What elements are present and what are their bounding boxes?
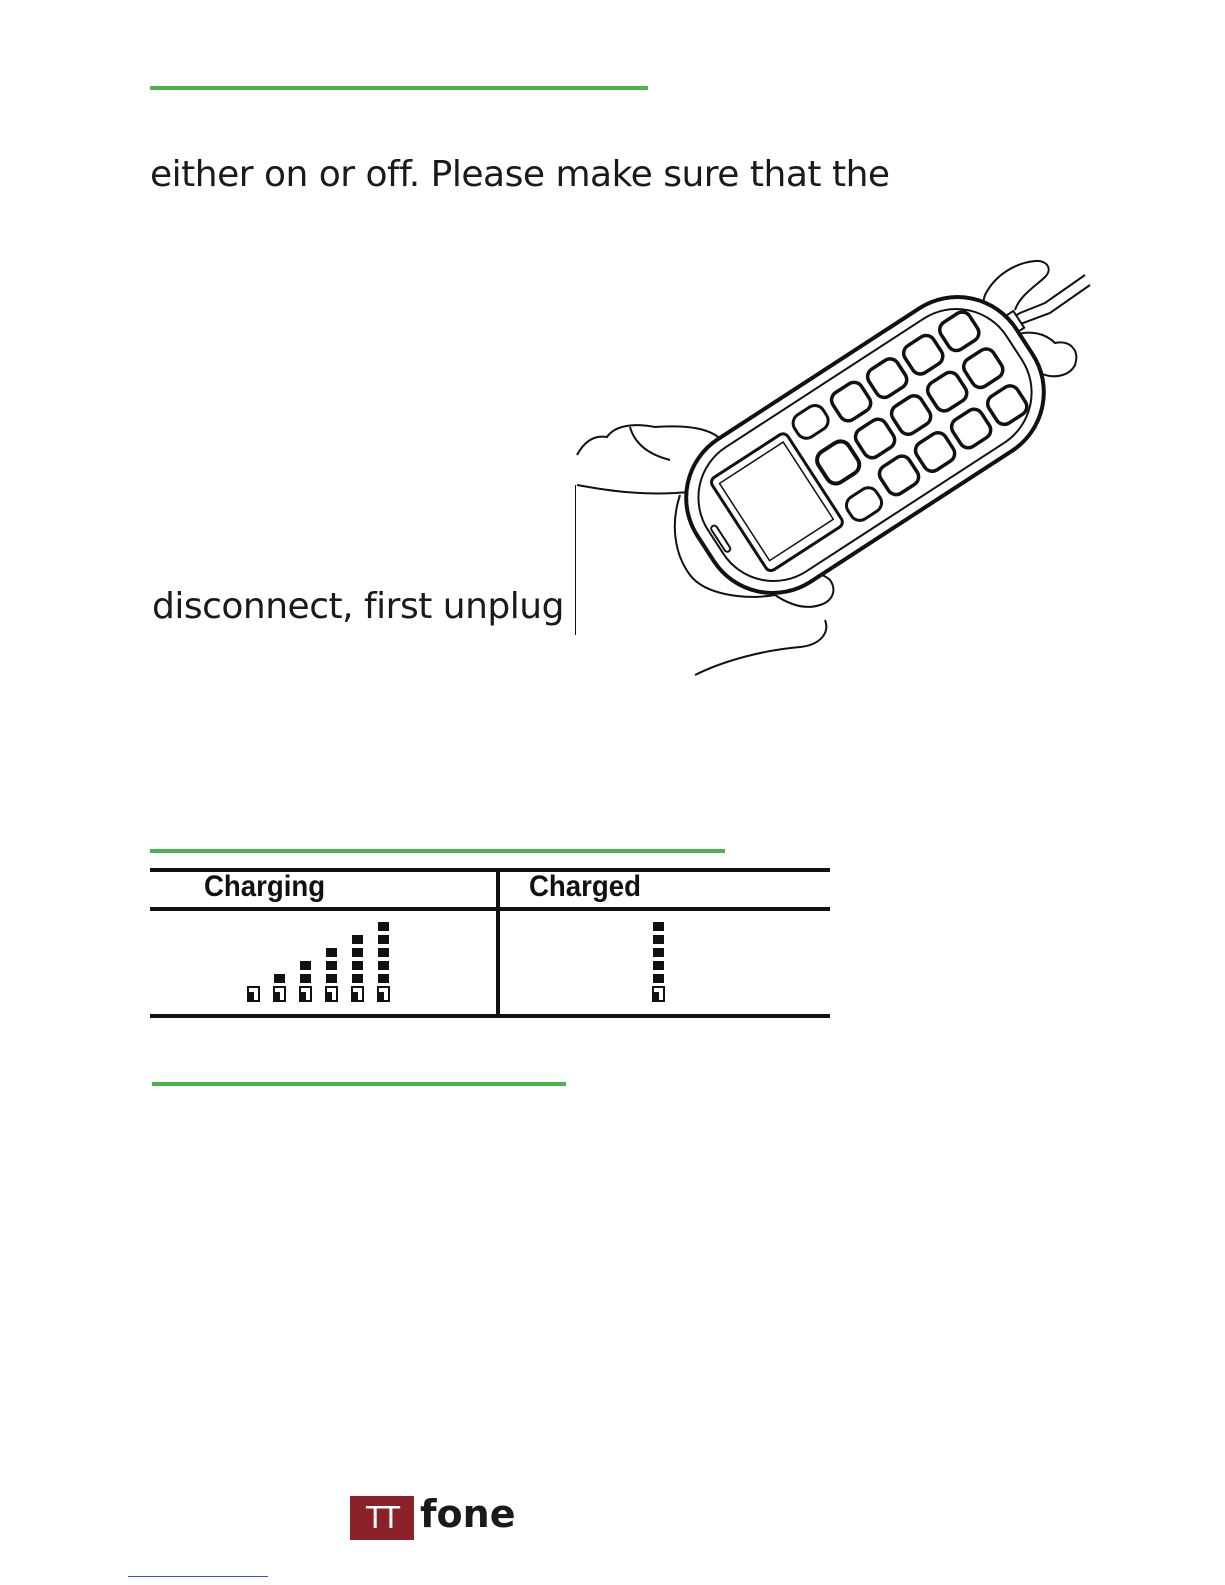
body-text-line-2: disconnect, first unplug: [152, 586, 564, 627]
battery-icon: [377, 986, 390, 1002]
battery-icon: [652, 986, 665, 1002]
battery-level-2: [299, 960, 312, 1002]
signal-segment: [653, 935, 664, 944]
signal-segment: [274, 974, 285, 983]
body-text-line-1: either on or off. Please make sure that the: [150, 154, 890, 195]
section-rule-3: [152, 1082, 566, 1086]
battery-icon: [325, 986, 338, 1002]
battery-icon: [273, 986, 286, 1002]
battery-level-full: [652, 921, 665, 1002]
battery-icon: [247, 986, 260, 1002]
table-bottom-rule: [150, 1014, 830, 1018]
charging-table: [150, 870, 830, 1032]
logo-wordmark: fone: [420, 1492, 516, 1536]
signal-segment: [352, 935, 363, 944]
battery-level-1: [273, 973, 286, 1002]
signal-segment: [326, 974, 337, 983]
signal-segment: [378, 935, 389, 944]
signal-segment: [653, 948, 664, 957]
charged-header: Charged: [529, 870, 641, 903]
signal-segment: [326, 961, 337, 970]
signal-segment: [378, 961, 389, 970]
signal-segment: [378, 948, 389, 957]
footer-link-underline: [128, 1576, 268, 1577]
signal-segment: [352, 948, 363, 957]
signal-segment: [653, 922, 664, 931]
signal-segment: [300, 961, 311, 970]
section-rule-1: [150, 86, 648, 90]
charging-header: Charging: [204, 870, 326, 903]
section-rule-2: [150, 849, 725, 853]
battery-level-5: [377, 921, 390, 1002]
battery-icon: [351, 986, 364, 1002]
battery-level-0: [247, 986, 260, 1002]
signal-segment: [352, 974, 363, 983]
signal-segment: [326, 948, 337, 957]
phone-charging-icon: [575, 255, 1100, 680]
signal-segment: [352, 961, 363, 970]
logo-mark: TT: [350, 1496, 414, 1540]
battery-level-4: [351, 934, 364, 1002]
signal-segment: [378, 974, 389, 983]
signal-segment: [378, 922, 389, 931]
battery-icon: [299, 986, 312, 1002]
charging-icons: [150, 911, 496, 1014]
signal-segment: [653, 974, 664, 983]
signal-segment: [300, 974, 311, 983]
charged-icon: [500, 911, 830, 1014]
signal-segment: [653, 961, 664, 970]
battery-level-3: [325, 947, 338, 1002]
